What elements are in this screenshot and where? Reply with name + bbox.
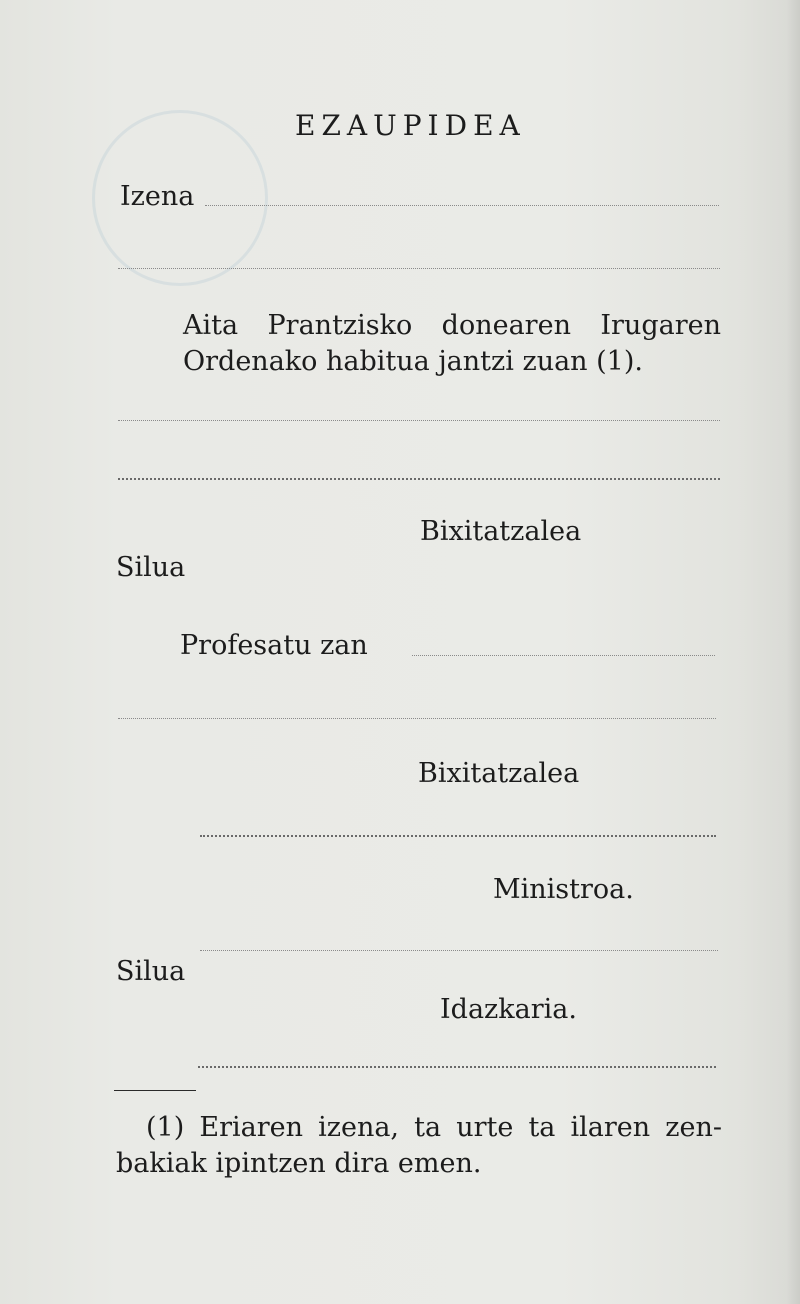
signer-visitor-2: Bixitatzalea	[418, 758, 580, 789]
signature-blank-line-4	[198, 1066, 716, 1068]
signature-blank-line-2	[200, 835, 716, 837]
name-label: Izena	[120, 181, 195, 212]
seal-label-1: Silua	[116, 552, 186, 583]
signer-visitor-1: Bixitatzalea	[420, 516, 582, 547]
seal-label-2: Silua	[116, 956, 186, 987]
name-blank-line-2	[118, 268, 720, 269]
habit-paragraph	[183, 308, 721, 380]
page-title: EZAUPIDEA	[295, 109, 526, 142]
signer-minister: Ministroa.	[493, 874, 634, 905]
footnote-separator	[114, 1090, 196, 1091]
paragraph-line-2: Ordenako habitua jantzi zuan (1).	[183, 346, 643, 377]
signature-blank-line-3	[200, 950, 718, 951]
professed-blank-line	[412, 655, 715, 656]
professed-blank-line-2	[118, 718, 716, 719]
date-blank-line	[118, 420, 720, 421]
name-blank-line	[205, 205, 719, 206]
footnote-line-2: bakiak ipintzen dira emen.	[116, 1148, 482, 1179]
footnote	[116, 1110, 722, 1182]
footnote-line-1: (1) Eriaren izena, ta urte ta ilaren zen-	[146, 1112, 722, 1143]
paragraph-line-1: Aita Prantzisko donearen Irugaren	[183, 310, 721, 341]
professed-label: Profesatu zan	[180, 630, 368, 661]
signature-blank-line-1	[118, 478, 720, 480]
signer-secretary: Idazkaria.	[440, 994, 577, 1025]
